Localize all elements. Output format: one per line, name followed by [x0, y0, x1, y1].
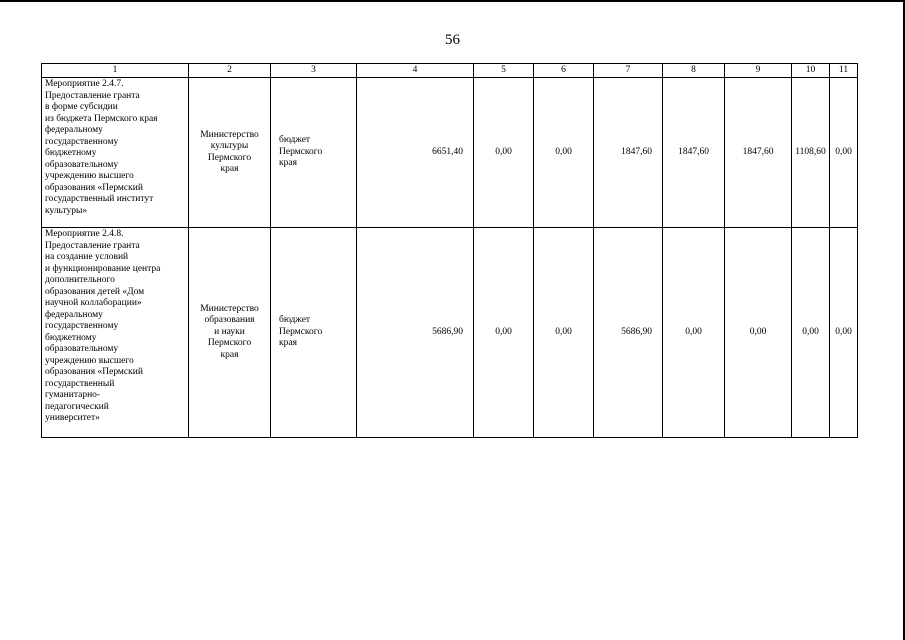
value-cell: 0,00	[474, 228, 534, 438]
activity-cell: Мероприятие 2.4.8. Предоставление гранта на создание условий и функционирование центра дополнительного образования детей «Дом научной коллаборации» федеральному государственному бюджетному образовательному учреждению высшего образования «Пермский государственный гуманитарно- педагогический университет»	[42, 228, 189, 438]
table-row	[42, 78, 858, 228]
header-cell: 10	[792, 64, 830, 78]
header-cell: 4	[357, 64, 474, 78]
executor-cell: Министерство культуры Пермского края	[189, 78, 271, 228]
header-cell: 8	[663, 64, 725, 78]
value-cell: 1847,60	[663, 78, 725, 228]
value-cell: 1108,60	[792, 78, 830, 228]
value-cell: 0,00	[663, 228, 725, 438]
header-row	[42, 64, 858, 78]
header-cell: 3	[271, 64, 357, 78]
value-cell: 0,00	[830, 228, 858, 438]
frame-top-border	[0, 0, 905, 2]
source-cell: бюджет Пермского края	[271, 78, 357, 228]
executor-cell: Министерство образования и науки Пермского края	[189, 228, 271, 438]
header-cell: 9	[725, 64, 792, 78]
value-cell: 5686,90	[357, 228, 474, 438]
value-cell: 0,00	[830, 78, 858, 228]
header-cell: 7	[594, 64, 663, 78]
header-cell: 5	[474, 64, 534, 78]
value-cell: 5686,90	[594, 228, 663, 438]
value-cell: 6651,40	[357, 78, 474, 228]
value-cell: 0,00	[534, 228, 594, 438]
page-number: 56	[445, 32, 460, 48]
value-cell: 0,00	[725, 228, 792, 438]
value-cell: 0,00	[534, 78, 594, 228]
header-cell: 1	[42, 64, 189, 78]
value-cell: 0,00	[792, 228, 830, 438]
header-cell: 6	[534, 64, 594, 78]
table-row	[42, 228, 858, 438]
budget-table	[41, 63, 858, 438]
source-cell: бюджет Пермского края	[271, 228, 357, 438]
header-cell: 2	[189, 64, 271, 78]
value-cell: 1847,60	[594, 78, 663, 228]
activity-cell: Мероприятие 2.4.7. Предоставление гранта в форме субсидии из бюджета Пермского края федеральному государственному бюджетному образовательному учреждению высшего образования «Пермский государственный институт культуры»	[42, 78, 189, 228]
value-cell: 1847,60	[725, 78, 792, 228]
header-cell: 11	[830, 64, 858, 78]
value-cell: 0,00	[474, 78, 534, 228]
